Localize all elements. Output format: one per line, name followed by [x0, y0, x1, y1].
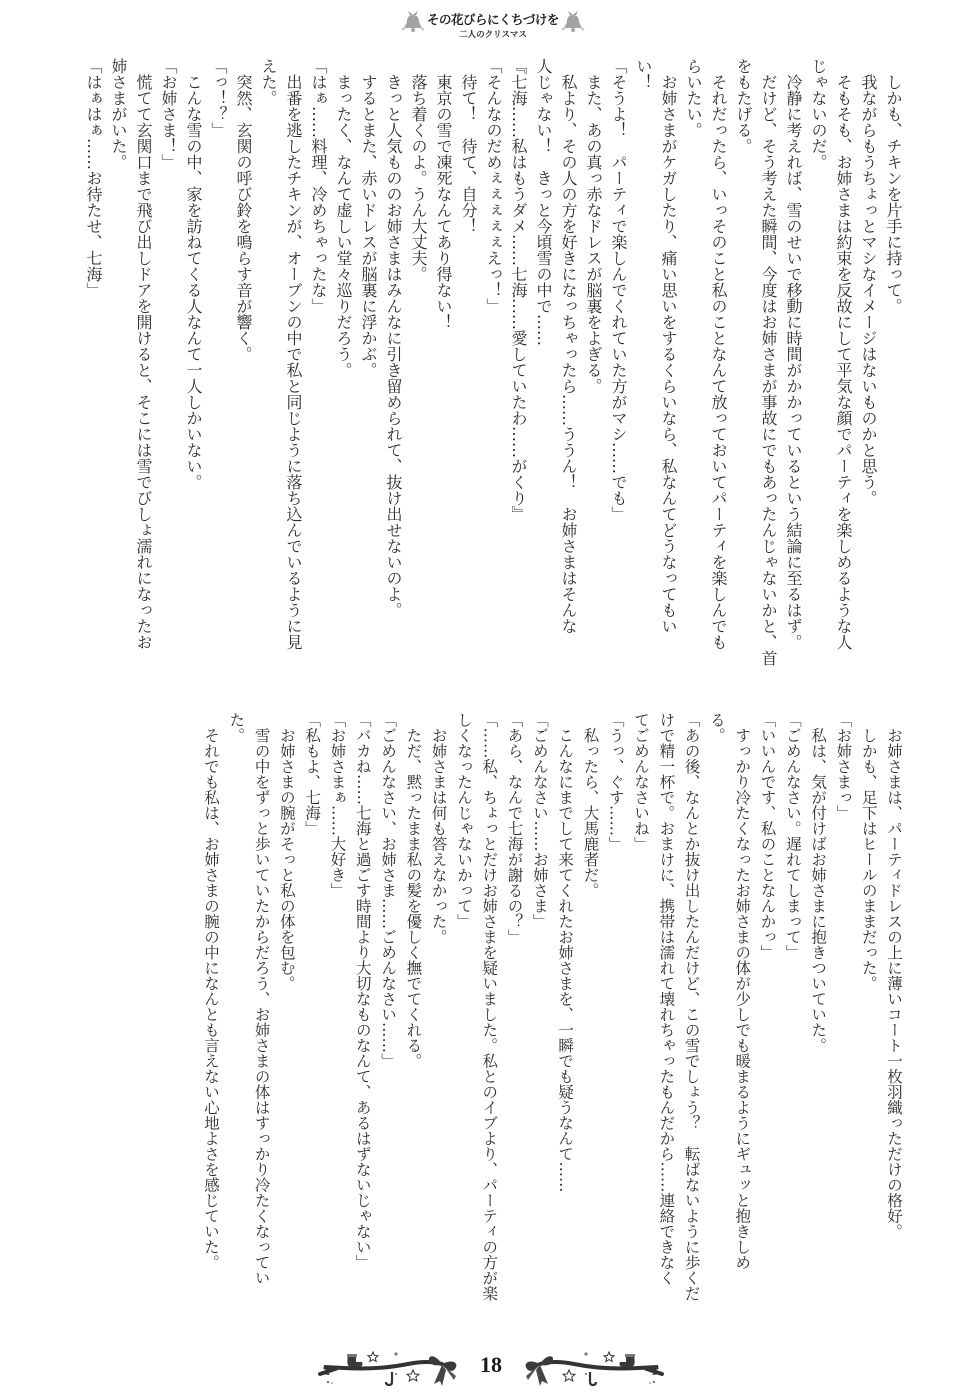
running-header [396, 6, 588, 42]
book-subtitle: 二人のクリスマス [459, 30, 527, 40]
ribbon-bow-icon [318, 1348, 468, 1388]
text-line: しかも、足下はヒールのままだった。 [859, 712, 878, 991]
text-line: 私より、その人の方を好きになっちゃったら……ううん！ お姉さまはそんな [559, 58, 578, 634]
text-line: 「ごめんなさい……お姉さま」 [530, 712, 549, 929]
text-line: それでも私は、お姉さまの腕の中になんとも言えない心地よさを感じていた。 [201, 712, 220, 1270]
text-line: だけど、そう考えた瞬間、今度はお姉さまが事故にでもあったんじゃないかと、首 [759, 58, 778, 666]
text-line: 「はぁ……料理、冷めちゃったな」 [309, 58, 328, 314]
text-line: 冷静に考えれば、雪のせいで移動に時間がかかっているという結論に至るはず。 [784, 58, 803, 650]
text-line: それだったら、いっそのこと私のことなんて放っておいてパーティを楽しんでも [709, 58, 728, 650]
text-line: まったく、なんて虚しい堂々巡りだろう。 [334, 58, 353, 378]
text-line: するとまた、赤いドレスが脳裏に浮かぶ。 [359, 58, 378, 378]
text-line: きっと人気もののお姉さまはみんなに引き留められて、抜け出せないのよ。 [384, 58, 403, 618]
text-line: 「そんなのだめぇぇぇぇぇえっ！」 [484, 58, 503, 314]
text-line: 「ごめんなさい。遅れてしまって」 [783, 712, 802, 960]
text-line: る。 [707, 712, 726, 743]
text-line: しかも、チキンを片手に持って。 [884, 58, 903, 314]
text-line: すっかり冷たくなったお姉さまの体が少しでも暖まるようにギュッと抱きしめ [733, 712, 752, 1270]
text-line: 「あら、なんで七海が謝るの？」 [505, 712, 524, 945]
text-line: お姉さまは、パーティドレスの上に薄いコート一枚羽織っただけの格好。 [885, 712, 903, 1239]
text-line: けで精一杯で。おまけに、携帯は濡れて壊れちゃったもんだから……連絡できなく [657, 712, 676, 1286]
bell-icon [560, 10, 586, 34]
text-line: い！ [634, 58, 653, 90]
text-line: そもそも、お姉さまは約束を反故にして平気な顔でパーティを楽しめるような人 [834, 58, 853, 650]
text-line: 「そうよ！ パーティで楽しんでくれていた方がマシ……でも」 [609, 58, 628, 522]
text-line: ただ、黙ったまま私の髪を優しく撫でてくれる。 [404, 712, 423, 1069]
page-number: 18 [480, 1352, 502, 1377]
text-line: 私ったら、大馬鹿者だ。 [581, 712, 600, 898]
text-line: 「ごめんなさい、お姉さま……ごめんなさい……」 [379, 712, 398, 1069]
text-line: お姉さまは何も答えなかった。 [429, 712, 448, 945]
text-line: 「お姉さまぁ……大好き」 [328, 712, 347, 898]
text-line: 「いいんです、私のことなんかっ」 [758, 712, 777, 960]
text-line: こんなにまでして来てくれたお姉さまを、一瞬でも疑うなんて…… [556, 712, 575, 1193]
text-line: 「……私、ちょっとだけお姉さまを疑いました。私とのイブより、パーティの方が楽 [480, 712, 499, 1301]
text-line: らいたい。 [684, 58, 703, 138]
text-line: 「お姉さまっ」 [834, 712, 853, 821]
text-block-lower [196, 712, 906, 1306]
text-line: 人じゃない！ きっと今頃雪の中で…… [534, 58, 553, 346]
text-line: 雪の中をずっと歩いていたからだろう、お姉さまの体はすっかり冷たくなってい [252, 712, 271, 1286]
text-line: えた。 [259, 58, 278, 106]
text-line: 「うっ、ぐす……」 [606, 712, 625, 852]
text-line: 東京の雪で凍死なんてあり得ない！ [434, 58, 453, 330]
text-line: お姉さまがケガしたり、痛い思いをするくらいなら、私なんてどうなってもい [659, 58, 678, 634]
text-line: 「はぁはぁ……お待たせ、七海」 [84, 58, 103, 298]
text-line: た。 [227, 712, 246, 743]
text-line: 落ち着くのよ。うん大丈夫。 [409, 58, 428, 282]
text-line: 待て！ 待て、自分！ [459, 58, 478, 234]
text-line: こんな雪の中、家を訪ねてくる人なんて一人しかいない。 [184, 58, 203, 490]
text-block-upper [81, 58, 906, 670]
text-line: 出番を逃したチキンが、オーブンの中で私と同じように落ち込んでいるように見 [284, 58, 303, 650]
text-line: 「バカね……七海と過ごす時間より大切なものなんて、あるはずないじゃない」 [353, 712, 372, 1270]
text-line: 姉さまがいた。 [109, 58, 128, 170]
book-title: その花びらにくちづけを [427, 12, 559, 27]
text-line: 「あの後、なんとか抜け出したんだけど、この雪でしょう？ 転ばないように歩くだ [682, 712, 701, 1301]
text-line: しくなったんじゃないかって」 [454, 712, 473, 929]
text-line: また、あの真っ赤なドレスが脳裏をよぎる。 [584, 58, 603, 394]
text-line: 我ながらもうちょっとマシなイメージはないものかと思う。 [859, 58, 878, 506]
text-line: 「っ！？」 [209, 58, 228, 138]
text-line: 突然、玄関の呼び鈴を鳴らす音が響く。 [234, 58, 253, 362]
text-line: 「私もよ、七海」 [303, 712, 322, 836]
page-footer [318, 1346, 664, 1390]
text-line: 慌てて玄関口まで飛び出しドアを開けると、そこには雪でびしょ濡れになったお [134, 58, 153, 650]
text-line: をもたげる。 [734, 58, 753, 154]
text-line: てごめんなさいね」 [632, 712, 651, 852]
text-line: じゃないのだ。 [809, 58, 828, 170]
text-line: お姉さまの腕がそっと私の体を包む。 [277, 712, 296, 991]
bell-icon [400, 10, 426, 34]
ribbon-bow-icon [514, 1348, 664, 1388]
text-line: 私は、気が付けばお姉さまに抱きついていた。 [809, 712, 828, 1053]
text-line: 「お姉さま！」 [159, 58, 178, 170]
text-line: 『七海……私はもうダメ……七海……愛していたわ……がくり』 [509, 58, 528, 522]
